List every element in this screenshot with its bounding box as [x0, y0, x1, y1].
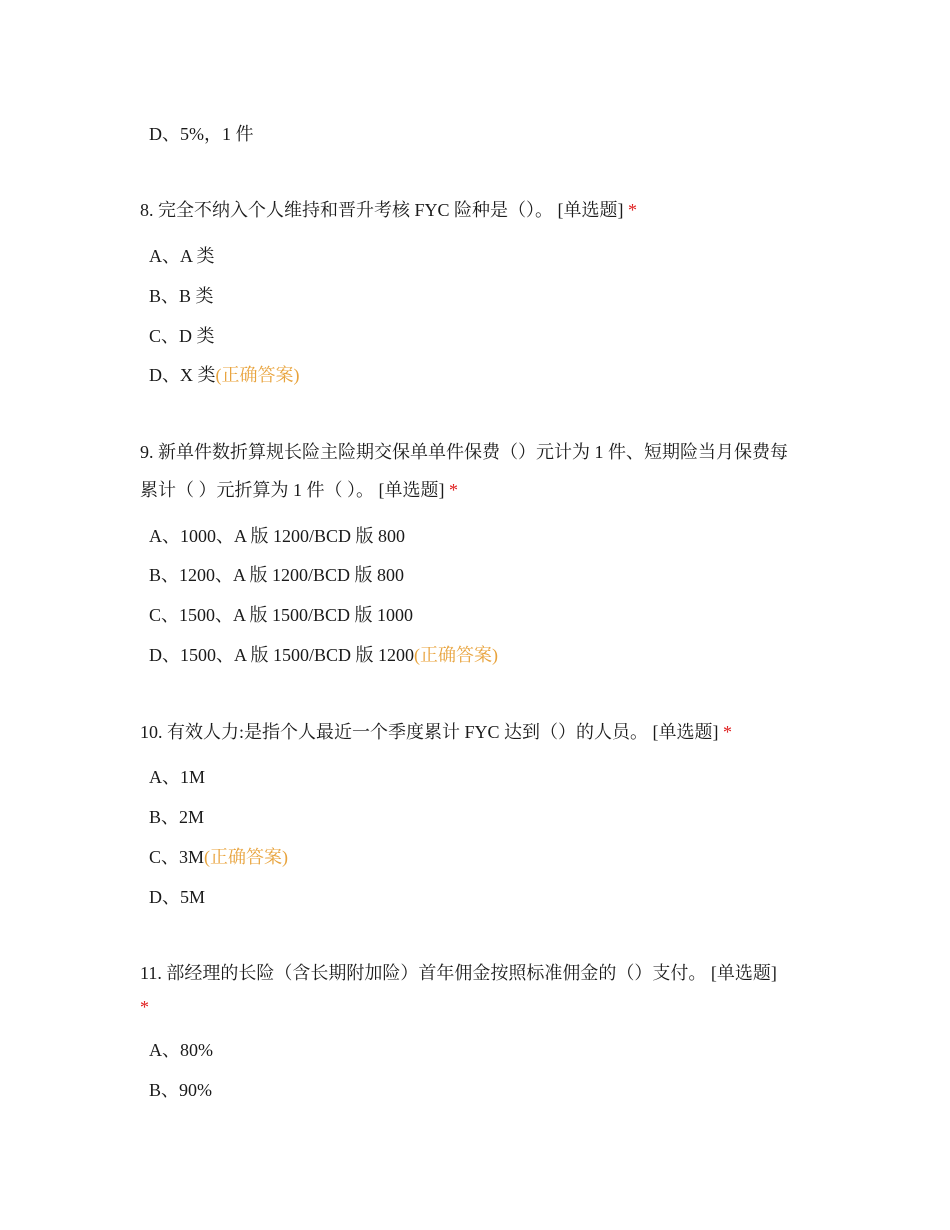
- question-9-option-a[interactable]: [149, 524, 405, 548]
- required-mark: *: [449, 480, 458, 500]
- question-text: 9. 新单件数折算规长险主险期交保单单件保费（）元计为 1 件、短期险当月保费每: [140, 442, 788, 462]
- option-text: A、1M: [149, 767, 206, 787]
- required-mark: *: [140, 997, 149, 1017]
- question-10-option-b[interactable]: [149, 805, 204, 829]
- option-text: B、1200、A 版 1200/BCD 版 800: [149, 565, 405, 585]
- correct-answer-badge: (正确答案): [414, 645, 499, 665]
- option-text: B、B 类: [149, 286, 214, 306]
- question-text: 累计（ ）元折算为 1 件（ ）。 [单选题]: [140, 480, 445, 500]
- question-text: 10. 有效人力:是指个人最近一个季度累计 FYC 达到（）的人员。 [单选题]: [140, 722, 719, 742]
- option-text: D、5%，1 件: [149, 124, 254, 144]
- question-11-required-line: [140, 995, 149, 1019]
- option-text: B、90%: [149, 1080, 212, 1100]
- question-10-option-a[interactable]: [149, 765, 205, 789]
- option-text: C、1500、A 版 1500/BCD 版 1000: [149, 605, 414, 625]
- question-11-option-a[interactable]: [149, 1038, 213, 1062]
- question-text: 11. 部经理的长险（含长期附加险）首年佣金按照标准佣金的（）支付。 [单选题]: [140, 963, 777, 983]
- option-text: A、1000、A 版 1200/BCD 版 800: [149, 526, 406, 546]
- question-10-title: [140, 720, 732, 744]
- question-9-option-b[interactable]: [149, 563, 404, 587]
- question-8-option-d[interactable]: [149, 363, 300, 387]
- question-9-option-c[interactable]: [149, 603, 413, 627]
- question-11-title: [140, 961, 777, 985]
- question-8-option-a[interactable]: [149, 244, 215, 268]
- question-8-option-b[interactable]: [149, 284, 214, 308]
- correct-answer-badge: (正确答案): [215, 365, 300, 385]
- option-text: A、80%: [149, 1040, 213, 1060]
- question-9-title-line-2: [140, 478, 458, 502]
- option-text: A、A 类: [149, 246, 215, 266]
- question-8-option-c[interactable]: [149, 324, 215, 348]
- question-11-option-b[interactable]: [149, 1078, 212, 1102]
- option-text: D、X 类: [149, 365, 216, 385]
- question-text: 8. 完全不纳入个人维持和晋升考核 FYC 险种是（）。 [单选题]: [140, 200, 624, 220]
- prev-question-option-d: [149, 122, 254, 146]
- question-9-title-line-1: [140, 440, 788, 464]
- question-10-option-d[interactable]: [149, 885, 205, 909]
- question-8-title: [140, 198, 637, 222]
- option-text: D、5M: [149, 887, 206, 907]
- correct-answer-badge: (正确答案): [204, 847, 289, 867]
- question-9-option-d[interactable]: [149, 643, 498, 667]
- option-text: C、D 类: [149, 326, 215, 346]
- option-text: B、2M: [149, 807, 205, 827]
- question-10-option-c[interactable]: [149, 845, 288, 869]
- option-text: D、1500、A 版 1500/BCD 版 1200: [149, 645, 415, 665]
- option-text: C、3M: [149, 847, 205, 867]
- required-mark: *: [723, 722, 733, 742]
- required-mark: *: [628, 200, 638, 220]
